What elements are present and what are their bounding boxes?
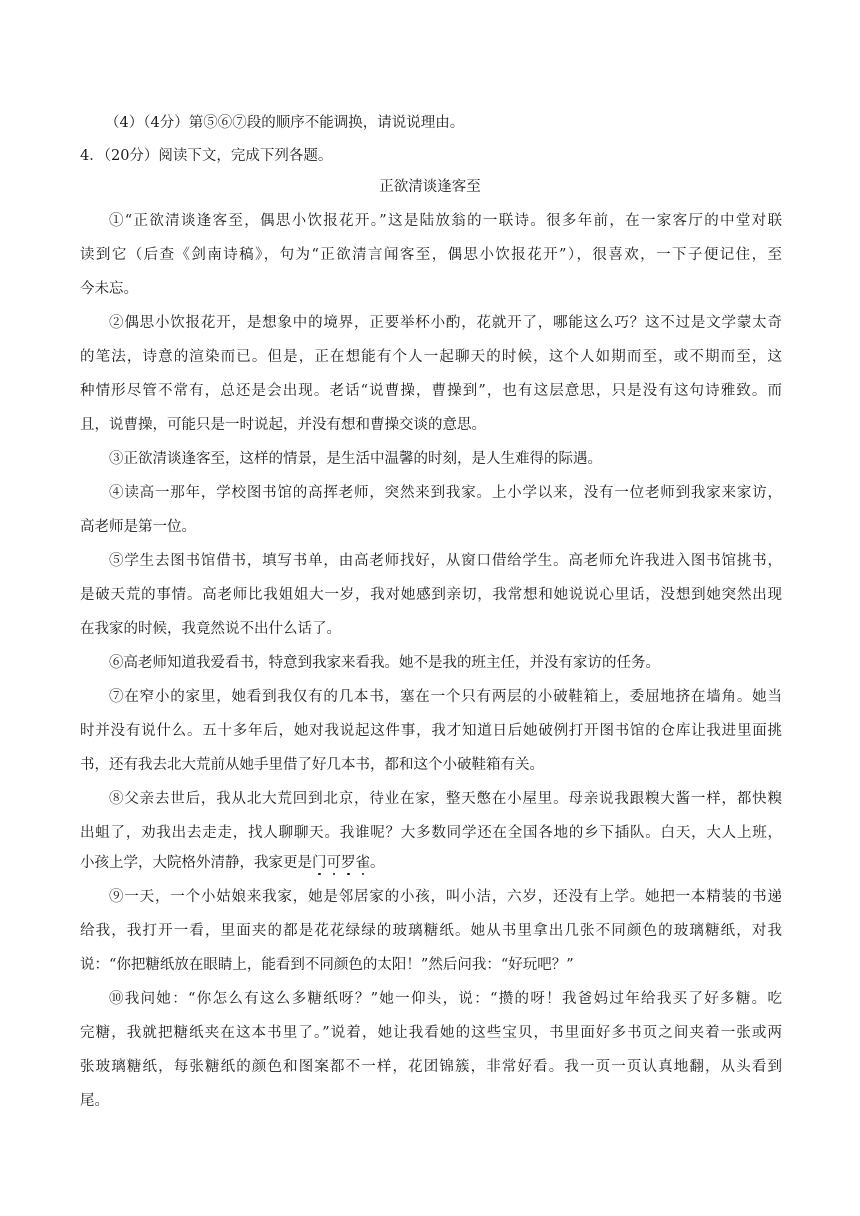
paragraph-1-line-3: 今未忘。 xyxy=(80,281,138,297)
paragraph-9-line-2: 给我，我打开一看，里面夹的都是花花绿绿的玻璃糖纸。她从书里拿出几张不同颜色的玻璃糖纸，对我 xyxy=(80,923,782,939)
paragraph-9-line-3: 说：“你把糖纸放在眼睛上，能看到不同颜色的太阳！”然后问我：“好玩吧？” xyxy=(80,957,574,973)
paragraph-2-line-3: 种情形尽管不常有，总还是会出现。老话“说曹操，曹操到”，也有这层意思，只是没有这句诗雅致。而 xyxy=(80,383,782,399)
paragraph-8-line-2: 出蛆了，劝我出去走走，找人聊聊天。我谁呢？大多数同学还在全国各地的乡下插队。白天，大人上班， xyxy=(80,825,782,841)
paragraph-8-line-3 xyxy=(80,853,385,873)
question-4-subitem: （4）（4分）第⑤⑥⑦段的顺序不能调换，请说说理由。 xyxy=(105,115,465,131)
paragraph-2-line-1: ②偶思小饮报花开，是想象中的境界，正要举杯小酌，花就开了，哪能这么巧？这不过是文学蒙太奇 xyxy=(109,315,782,331)
paragraph-1-line-1: ①“正欲清谈逢客至，偶思小饮报花开。”这是陆放翁的一联诗。很多年前，在一家客厅的中堂对联 xyxy=(109,213,782,229)
paragraph-5-line-2: 是破天荒的事情。高老师比我姐姐大一岁，我对她感到亲切，我常想和她说说心里话，没想到她突然出现 xyxy=(80,587,782,603)
paragraph-4-line-1: ④读高一那年，学校图书馆的高挥老师，突然来到我家。上小学以来，没有一位老师到我家来家访， xyxy=(109,485,782,501)
paragraph-7-line-3: 书，还有我去北大荒前从她手里借了好几本书，都和这个小破鞋箱有关。 xyxy=(80,757,544,773)
paragraph-4-line-2: 高老师是第一位。 xyxy=(80,519,196,535)
emphasized-char: 罗 xyxy=(341,855,356,871)
paragraph-2-line-2: 的笔法，诗意的渲染而已。但是，正在想能有个人一起聊天的时候，这个人如期而至，或不期而至，这 xyxy=(80,349,782,365)
paragraph-10-line-3: 张玻璃糖纸，每张糖纸的颜色和图案都不一样，花团锦簇，非常好看。我一页一页认真地翻，从头看到 xyxy=(80,1059,782,1075)
emphasized-char: 门 xyxy=(312,855,327,871)
paragraph-8-line-3-end: 。 xyxy=(370,855,385,871)
paragraph-9-line-1: ⑨一天，一个小姑娘来我家，她是邻居家的小孩，叫小洁，六岁，还没有上学。她把一本精装的书递 xyxy=(109,889,782,905)
paragraph-5-line-1: ⑤学生去图书馆借书，填写书单，由高老师找好，从窗口借给学生。高老师允许我进入图书馆挑书， xyxy=(109,553,782,569)
paragraph-1-line-2: 读到它（后查《剑南诗稿》，句为“正欲清言闻客至，偶思小饮报花开”），很喜欢，一下子便记住，至 xyxy=(80,247,782,263)
paragraph-10-line-1: ⑩我问她：“你怎么有这么多糖纸呀？”她一仰头，说：“攒的呀！我爸妈过年给我买了好多糖。吃 xyxy=(109,991,782,1007)
paragraph-5-line-3: 在我家的时候，我竟然说不出什么话了。 xyxy=(80,621,341,637)
paragraph-6-line-1: ⑥高老师知道我爱看书，特意到我家来看我。她不是我的班主任，并没有家访的任务。 xyxy=(109,655,660,671)
paragraph-7-line-2: 时并没有说什么。五十多年后，她对我说起这件事，我才知道日后她破例打开图书馆的仓库让我进里面挑 xyxy=(80,723,782,739)
question-4-heading: 4．（20分）阅读下文，完成下列各题。 xyxy=(80,148,333,164)
paragraph-7-line-1: ⑦在窄小的家里，她看到我仅有的几本书，塞在一个只有两层的小破鞋箱上，委屈地挤在墙角。她当 xyxy=(109,689,782,705)
article-title: 正欲清谈逢客至 xyxy=(379,179,481,195)
paragraph-2-line-4: 且，说曹操，可能只是一时说起，并没有想和曹操交谈的意思。 xyxy=(80,417,486,433)
paragraph-10-line-4: 尾。 xyxy=(80,1093,109,1109)
paragraph-8-line-1: ⑧父亲去世后，我从北大荒回到北京，待业在家，整天憋在小屋里。母亲说我跟糗大酱一样，都快糗 xyxy=(109,791,782,807)
paragraph-10-line-2: 完糖，我就把糖纸夹在这本书里了。”说着，她让我看她的这些宝贝，书里面好多书页之间夹着一张或两 xyxy=(80,1025,782,1041)
emphasized-char: 雀 xyxy=(355,855,370,871)
paragraph-8-line-3-text: 小孩上学，大院格外清静，我家更是 xyxy=(80,855,312,871)
paragraph-3-line-1: ③正欲清谈逢客至，这样的情景，是生活中温馨的时刻，是人生难得的际遇。 xyxy=(109,451,602,467)
emphasized-char: 可 xyxy=(326,855,341,871)
